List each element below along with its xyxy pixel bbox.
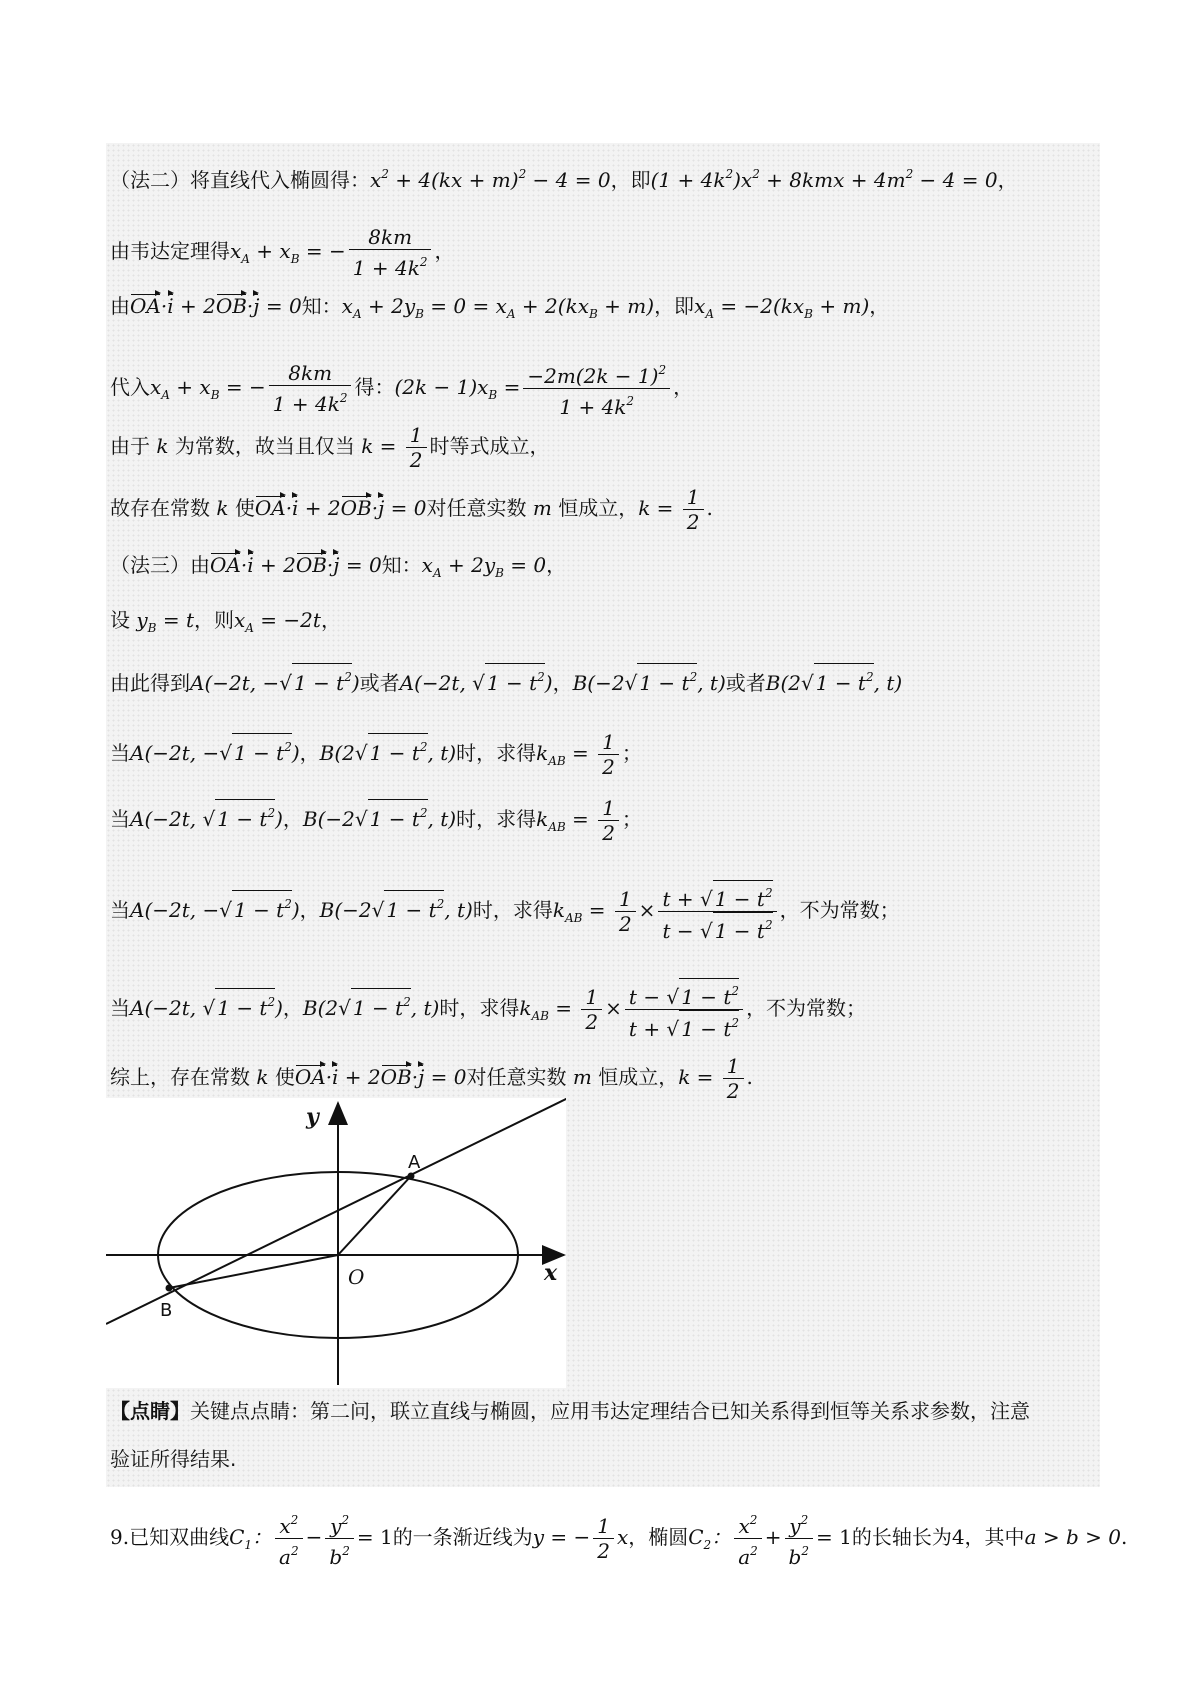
ellipse-figure <box>106 1098 566 1388</box>
formula: A(−2t, √ $1 - t^2$) <box>400 671 553 695</box>
solution-line-10: 当A(−2t, −√ $1 - t^2$)，B(2√ $1 - t^2$, t)时，求得$k_{AB}$ = $\frac{1}{2}$ ； <box>110 730 642 779</box>
formula: B(−2√ $1 - t^2$, t) <box>303 807 456 831</box>
fraction: $\frac{t - √ 1 - t^2}{t + √ 1 - t^2}$ <box>625 978 743 1041</box>
solution-line-7: （法三）由OA·i + 2OB·j = 0知：$x_A + 2y_B = 0$， <box>110 553 567 580</box>
solution-line-5: 由于 k 为常数，故当且仅当 k = $\frac{1}{2}$ 时等式成立， <box>110 423 550 472</box>
formula: B(2√ $1 - t^2$, t) <box>303 996 439 1020</box>
fraction: $\frac{1}{2}$ <box>598 730 619 779</box>
formula: $k_{AB}$ = <box>552 898 612 925</box>
formula: $(2k - 1)x_B$ = <box>394 375 521 402</box>
solution-line-12: 当A(−2t, −√ $1 - t^2$)，B(−2√ $1 - t^2$, t)时，求得$k_{AB}$ = $\frac{1}{2}$ × $\frac{t + √ 1 - t^2}{t - √ 1 - t^2}$ ，不为常数； <box>110 880 900 943</box>
fraction: $\frac{1}{2}$ <box>406 423 427 472</box>
segment-ob <box>169 1255 338 1288</box>
formula: $y_B = t$ <box>130 608 194 635</box>
formula: k = <box>354 434 403 458</box>
solution-line-2: 由韦达定理得$x_A + x_B$ = − $\frac{8km}{1 + 4k^2}$ ， <box>110 225 455 280</box>
fraction: $\frac{1}{2}$ <box>598 796 619 845</box>
formula: $x_A + x_B$ = − <box>230 239 346 266</box>
formula: $C_2$： <box>688 1525 732 1552</box>
solution-line-4: 代入$x_A + x_B$ = − $\frac{8km}{1 + 4k^2}$ 得：$(2k - 1)x_B$ = $\frac{-2m(2k - 1)^2}{1 + 4k^2}$ ， <box>110 358 693 419</box>
solution-line-9: 由此得到A(−2t, −√ $1 - t^2$)或者A(−2t, √ $1 - t^2$)，B(−2√ $1 - t^2$, t)或者B(2√ $1 - t^2$, t) <box>110 663 902 696</box>
formula: B(−2√ $1 - t^2$, t) <box>320 898 473 922</box>
fraction: $\frac{1}{2}$ <box>593 1514 614 1563</box>
note-text: 验证所得结果. <box>110 1447 237 1471</box>
formula: $x^2 + 4(kx + m)^2 - 4 = 0$ <box>370 167 611 192</box>
formula: $x_A = -2t$ <box>234 608 321 635</box>
formula: OA·i + 2OB·j = 0 <box>254 496 427 520</box>
formula: A(−2t, −√ $1 - t^2$) <box>190 671 360 695</box>
solution-line-6: 故存在常数 k 使OA·i + 2OB·j = 0对任意实数 m 恒成立，k = $\frac{1}{2}$ . <box>110 485 713 534</box>
formula: $k_{AB}$ = <box>536 807 596 834</box>
formula: a > b > 0 <box>1024 1525 1121 1549</box>
formula: k = <box>638 496 680 520</box>
ellipse-diagram <box>106 1098 566 1388</box>
formula: $C_1$： <box>229 1525 273 1552</box>
fraction: $\frac{1}{2}$ <box>723 1054 744 1103</box>
formula: A(−2t, √ $1 - t^2$) <box>130 996 283 1020</box>
formula: OA·i + 2OB·j = 0 <box>294 1065 467 1089</box>
fraction: $\frac{8km}{1 + 4k^2}$ <box>349 225 432 280</box>
note-line-2 <box>110 1446 236 1472</box>
solution-line-14: 综上，存在常数 k 使OA·i + 2OB·j = 0对任意实数 m 恒成立，k = $\frac{1}{2}$ . <box>110 1054 753 1103</box>
fraction: $\frac{8km}{1 + 4k^2}$ <box>269 361 352 416</box>
formula: B(−2√ $1 - t^2$, t) <box>573 671 726 695</box>
formula: A(−2t, −√ $1 - t^2$) <box>130 741 300 765</box>
point-b-label: B <box>160 1300 173 1321</box>
fraction: $\frac{1}{2}$ <box>615 887 636 936</box>
formula: OA·i + 2OB·j = 0 <box>210 553 382 577</box>
formula: B(2√ $1 - t^2$, t) <box>766 671 902 695</box>
formula: $x_A + x_B$ = − <box>150 375 266 402</box>
question-number: 9. <box>110 1525 130 1549</box>
solution-line-13: 当A(−2t, √ $1 - t^2$)，B(2√ $1 - t^2$, t)时，求得$k_{AB}$ = $\frac{1}{2}$ × $\frac{t - √ 1 - t^2}{t + √ 1 - t^2}$ ，不为常数； <box>110 978 866 1041</box>
formula: $(1 + 4k^2)x^2 + 8kmx + 4m^2 - 4 = 0$ <box>650 167 998 192</box>
point-a-label: A <box>408 1152 421 1173</box>
formula: k = <box>678 1065 720 1089</box>
y-axis-label: y <box>306 1104 319 1130</box>
note-text: 关键点点睛：第二问，联立直线与椭圆，应用韦达定理结合已知关系得到恒等关系求参数，注意 <box>190 1399 1030 1423</box>
formula: A(−2t, −√ $1 - t^2$) <box>130 898 300 922</box>
formula: B(2√ $1 - t^2$, t) <box>320 741 456 765</box>
fraction: $\frac{x^2}{a^2}$ <box>275 1508 303 1569</box>
formula: y = − <box>532 1525 591 1549</box>
segment-oa <box>338 1176 411 1255</box>
formula: OA·i + 2OB·j = 0 <box>130 294 302 318</box>
point-b-dot <box>166 1285 173 1292</box>
fraction: $\frac{-2m(2k - 1)^2}{1 + 4k^2}$ <box>523 358 670 419</box>
origin-label: O <box>348 1265 365 1289</box>
fraction: $\frac{t + √ 1 - t^2}{t - √ 1 - t^2}$ <box>658 880 776 943</box>
x-axis-label: x <box>544 1260 558 1286</box>
formula: A(−2t, √ $1 - t^2$) <box>130 807 283 831</box>
note-tag: 【点睛】 <box>110 1399 190 1423</box>
formula: $x_A + 2y_B = 0$ <box>421 553 547 580</box>
solution-line-1: （法二）将直线代入椭圆得：$x^2 + 4(kx + m)^2 - 4 = 0$，即$(1 + 4k^2)x^2 + 8kmx + 4m^2 - 4 = 0$， <box>110 167 1018 192</box>
fraction: $\frac{x^2}{a^2}$ <box>734 1508 762 1569</box>
line-ab <box>106 1098 566 1324</box>
fraction: $\frac{y^2}{b^2}$ <box>325 1508 353 1569</box>
formula: $k_{AB}$ = <box>519 996 579 1023</box>
formula: $x_A + 2y_B = 0 = x_A + 2(kx_B + m)$ <box>341 294 655 321</box>
solution-line-8: 设 $y_B = t$，则$x_A = -2t$， <box>110 608 341 635</box>
solution-line-11: 当A(−2t, √ $1 - t^2$)，B(−2√ $1 - t^2$, t)时，求得$k_{AB}$ = $\frac{1}{2}$ ； <box>110 796 642 845</box>
fraction: $\frac{1}{2}$ <box>581 985 602 1034</box>
fraction: $\frac{1}{2}$ <box>683 485 704 534</box>
solution-line-3: 由OA·i + 2OB·j = 0知：$x_A + 2y_B = 0 = x_A + 2(kx_B + m)$，即$x_A = -2(kx_B + m)$， <box>110 294 890 321</box>
note-line-1 <box>110 1398 1030 1424</box>
fraction: $\frac{y^2}{b^2}$ <box>785 1508 813 1569</box>
formula: $k_{AB}$ = <box>536 741 596 768</box>
formula: $x_A = -2(kx_B + m)$ <box>694 294 870 321</box>
point-a-dot <box>408 1173 415 1180</box>
question-9: 9.已知双曲线$C_1$： $\frac{x^2}{a^2}$ − $\frac{y^2}{b^2}$ = 1的一条渐近线为y = − $\frac{1}{2}$ x，椭圆$C_2$： $\frac{x^2}{a^2}$ + $\frac{y^2}{b^2}$ = 1的长轴长为4，其中a > b > 0. <box>110 1508 1127 1569</box>
